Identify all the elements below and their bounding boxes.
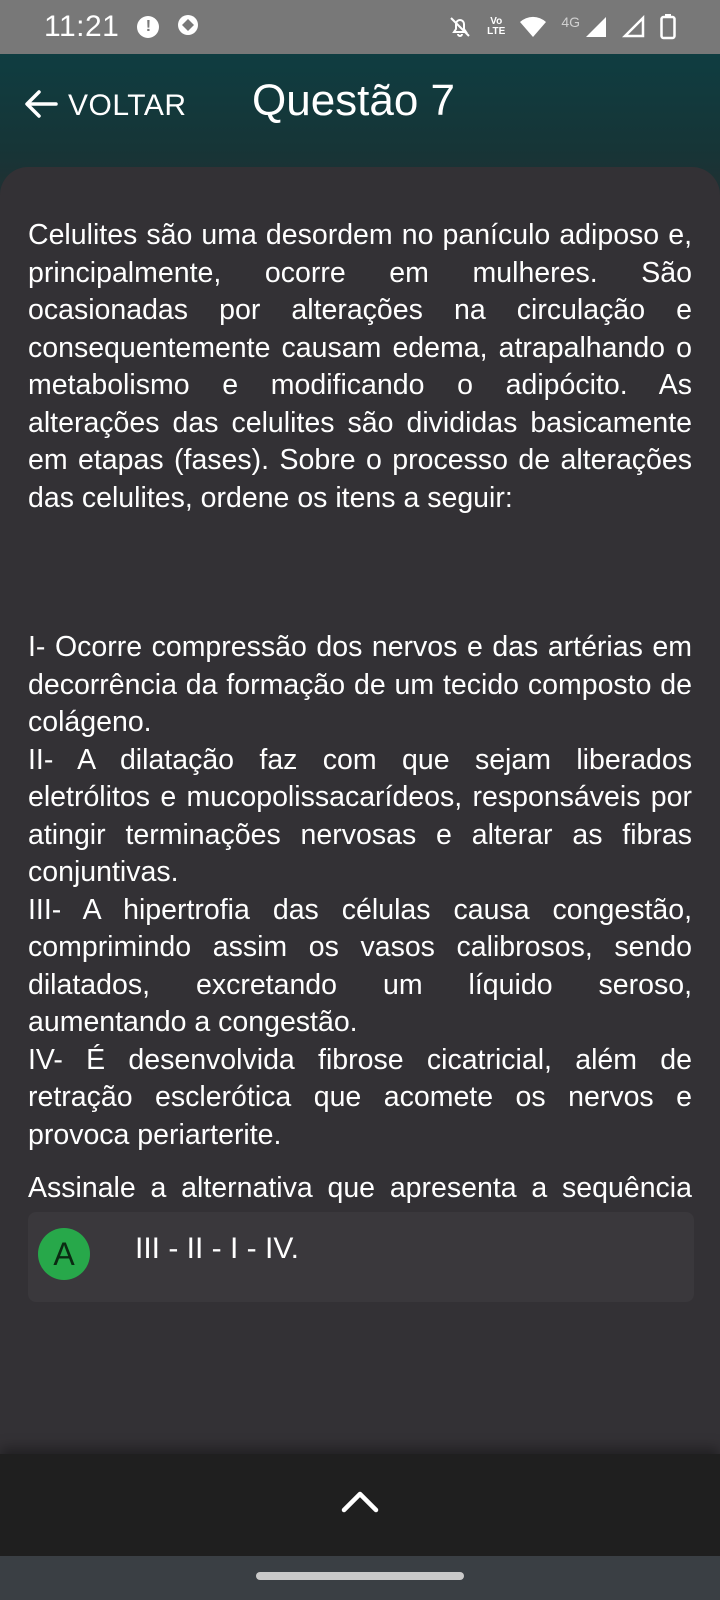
status-bar	[0, 0, 720, 54]
battery-icon	[660, 14, 676, 40]
bottom-bar	[0, 1454, 720, 1556]
system-nav-bar	[0, 1556, 720, 1600]
question-content	[28, 217, 692, 1245]
question-item: II- A dilatação faz com que sejam liberados eletrólitos e mucopolissacarídeos, responsáveis por atingir terminações nervosas e alterar as fibras conjuntivas.	[28, 743, 692, 888]
network-type: 4G	[561, 14, 580, 30]
chevron-up-icon	[340, 1488, 380, 1519]
status-time: 11:21	[44, 10, 120, 43]
wifi-icon	[519, 15, 547, 39]
signal-icon	[584, 15, 608, 39]
blocked-icon	[177, 14, 199, 41]
page-title: Questão 7	[252, 76, 456, 125]
question-prompt: Assinale a alternativa que apresenta a sequência	[28, 1172, 692, 1204]
question-item: I- Ocorre compressão dos nervos e das artérias em decorrência da formação de um tecido composto de colágeno.	[28, 631, 692, 738]
volte-icon: Vo LTE	[487, 16, 506, 37]
option-text: III - II - I - IV.	[135, 1232, 299, 1265]
question-intro: Celulites são uma desordem no panículo adiposo e, principalmente, ocorre em mulheres. São ocasionadas por alterações na circulação e consequentemente causam edema, atrapalhando o metabolismo e modificando o adipócito. As alterações das celulites são divididas basicamente em etapas (fases). Sobre o processo de alterações das celulites, ordene os itens a seguir:	[28, 219, 692, 514]
back-label: VOLTAR	[68, 89, 187, 122]
back-button[interactable]	[24, 84, 187, 128]
mute-bell-icon	[447, 14, 473, 40]
question-item: III- A hipertrofia das células causa congestão, comprimindo assim os vasos calibrosos, sendo dilatados, excretando um líquido seroso, aumentando a congestão.	[28, 893, 692, 1038]
signal-empty-icon	[622, 15, 646, 39]
info-icon: !	[137, 16, 159, 38]
expand-button[interactable]	[330, 1478, 390, 1528]
question-item: IV- É desenvolvida fibrose cicatricial, além de retração esclerótica que acomete os nervos e provoca periarterite.	[28, 1043, 692, 1151]
option-letter-badge: A	[38, 1228, 90, 1280]
answer-option-a[interactable]	[28, 1212, 694, 1302]
gesture-handle[interactable]	[256, 1572, 464, 1580]
arrow-left-icon	[24, 89, 58, 124]
